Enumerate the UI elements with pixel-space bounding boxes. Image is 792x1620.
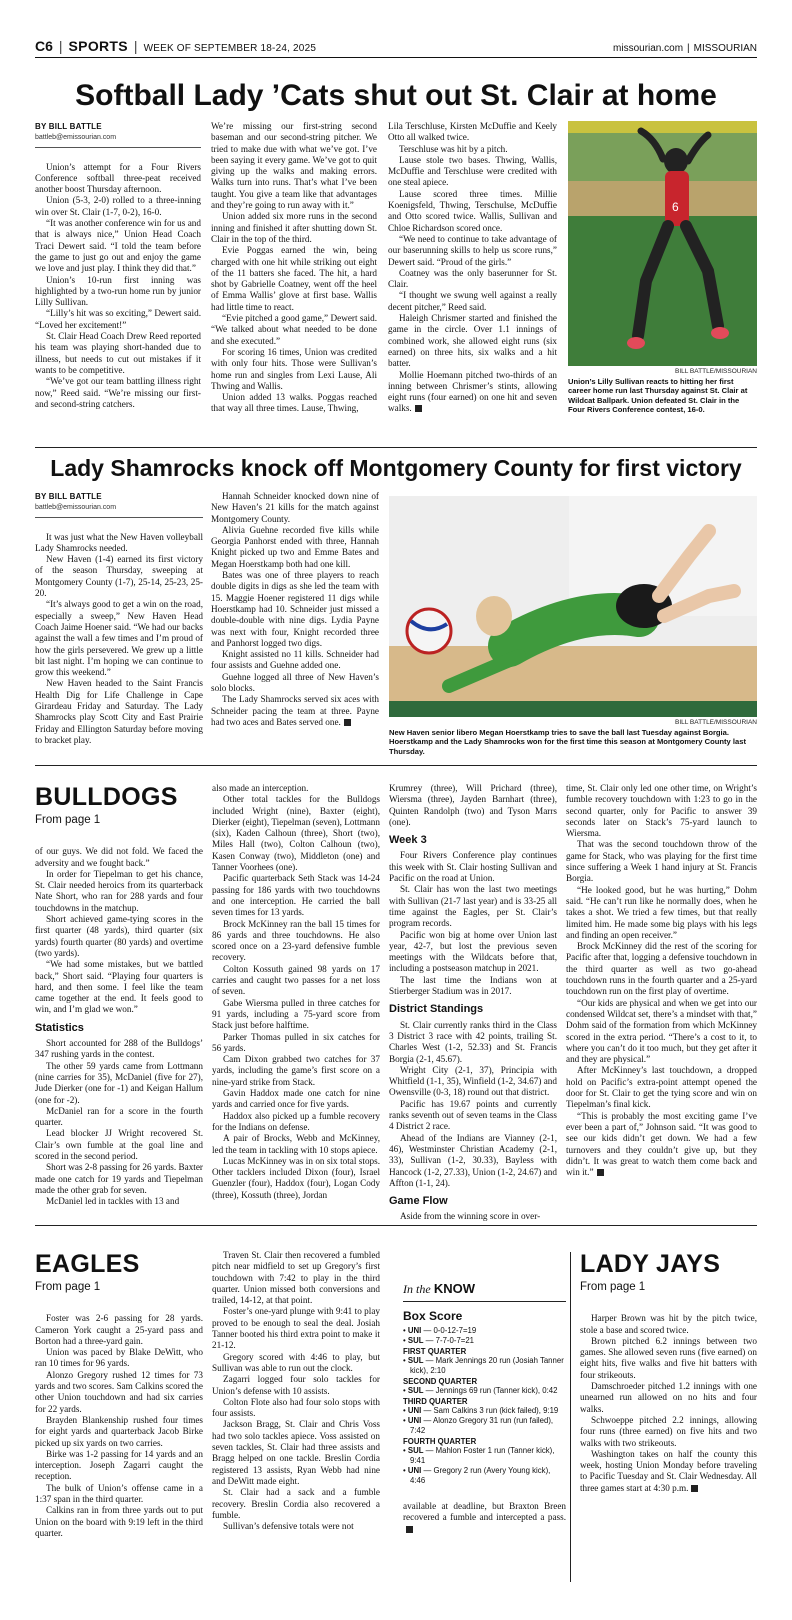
paragraph: Haddox also picked up a fumble recovery for the Indians on defense. [212,1110,380,1132]
bulldogs-title: BULLDOGS [35,783,178,811]
box-score-detail: — Jennings 69 run (Tanner kick), 0:42 [423,1386,558,1395]
paragraph: “Evie pitched a good game,” Dewert said. “We talked about what needed to be done and she executed.” [211,313,377,346]
softball-photo [568,121,757,366]
bulldogs-col4 [566,783,757,1221]
eagles-jump-from: From page 1 [35,1281,101,1293]
paragraph: Union’s 10-run first inning was highlighted by a two-run home run by junior Lilly Sullivan. [35,274,201,308]
paragraph: Hannah Schneider knocked down nine of New Haven’s 21 kills for the match against Montgomery County. [211,491,379,524]
paragraph: Haleigh Chrismer started and finished the game in the circle. Over 1.1 innings of combined work, she allowed eight runs (six earned) on three hits, six walks and a hit batter. [388,313,557,369]
paragraph: Guehne logged all three of New Haven’s solo blocks. [211,671,379,694]
paragraph: Foster was 2-6 passing for 28 yards. Cameron York caught a 25-yard pass and Borton had a three-yard gain. [35,1313,203,1346]
paragraph: We’re missing our first-string second baseman and our second-string pitcher. We tried to make due with what we’ve got. I’ve been saying it every game. We’ve got to quit giving up the walks and making errors. Walks turn into runs. That’s what I’ve been taught. You give a team like that advantages and they’re going to run away with it.” [211,121,377,211]
story1-byline: BY BILL BATTLE [35,122,102,131]
box-score-quarter: FIRST QUARTER [403,1347,467,1356]
section-divider [35,447,757,448]
paragraph: “We had some mistakes, but we battled back,” Short said. “Playing four quarters is hard, and then some. I feel like the team came together at the end. It feels good to win, and I’m glad we won.” [35,959,203,1015]
story1-col3 [388,121,557,444]
team-abbrev: UNI [407,1406,422,1415]
paragraph: Gregory scored with 4:46 to play, but Sullivan was able to run out the clock. [212,1351,380,1373]
box-score-detail: — 0-0-12-7=19 [421,1326,477,1335]
box-score-detail: — Mark Jennings 20 run (Josiah Tanner kick), 2:10 [410,1356,564,1375]
paragraph: St. Clair has won the last two meetings with Sullivan (21-7 last year) and is 33-25 all time against the Eagles, per St. Clair’s program records. [389,884,557,929]
paragraph: For scoring 16 times, Union was credited with only four hits. Those were Sullivan’s home run and singles from Lexi Lause, Ali Thwing and Wallis. [211,346,377,391]
team-abbrev: UNI [407,1326,422,1335]
paragraph: Short achieved game-tying scores in the first quarter (48 yards), third quarter (six yards) fourth quarter (80 yards) and overtime (two yards). [35,914,203,958]
box-score-line: • SUL — Jennings 69 run (Tanner kick), 0:42 [403,1386,558,1395]
bulldogs-jump-from: From page 1 [35,814,101,826]
paragraph: Union was paced by Blake DeWitt, who ran 10 times for 96 yards. [35,1347,203,1369]
softball-photo-caption: Union’s Lilly Sullivan reacts to hitting her first career home run last Thursday against St. Clair at Wildcat Ballpark. Union defeated St. Clair in the Four Rivers Conference contest, 16-0. [568,377,748,415]
subhead: Statistics [35,1021,84,1034]
know-in-the: In the [403,1282,431,1296]
box-score-title: Box Score [403,1309,463,1323]
volleyball-photo [389,496,757,717]
story1-col1 [35,121,201,444]
story2-email[interactable]: battleb@emissourian.com [35,504,117,512]
story1-email[interactable]: battleb@emissourian.com [35,134,117,142]
box-score-detail: — Alonzo Gregory 31 run (run failed), 7:42 [410,1416,554,1435]
paragraph: Birke was 1-2 passing for 14 yards and an interception. Joseph Zagarri caught the reception. [35,1448,203,1482]
box-score-detail: — Mahlon Foster 1 run (Tanner kick), 9:41 [410,1446,555,1465]
eagles-tail: available at deadline, but Braxton Breen recovered a fumble and intercepted a pass. [403,1501,566,1523]
team-abbrev: SUL [407,1446,424,1455]
paragraph: In order for Tiepelman to get his chance, St. Clair needed heroics from its quarterback Nate Short, who ran for 288 yards and four touchdowns in the matchup. [35,868,203,913]
paragraph: Washington takes on half the county this week, hosting Union Monday before traveling to Pacific Tuesday and St. Clair Wednesday. All three games start at 4:30 p.m. [580,1448,757,1493]
paragraph: Coatney was the only baserunner for St. Clair. [388,267,557,290]
page-number: C6 [35,38,53,54]
paragraph: Pacific has 19.67 points and currently ranks seventh out of seven teams in the Class 4 District 2 race. [389,1098,557,1132]
paragraph: After McKinney’s last touchdown, a dropped hold on Pacific’s extra-point attempt opened the door for St. Clair to get the tying score and win on Tiepelman’s final kick. [566,1065,757,1110]
eagles-title: EAGLES [35,1250,140,1278]
paragraph: Terschluse was hit by a pitch. [399,143,508,154]
paragraph: “I thought we swung well against a really decent pitcher,” Reed said. [388,290,557,312]
paragraph: Pacific quarterback Seth Stack was 14-24 passing for 186 yards with two touchdowns and one interception. He carried the ball seven times for 13 yards. [212,873,380,918]
page-header: C6 | SPORTS | WEEK OF SEPTEMBER 18-24, 2025 missourian.com | MISSOURIAN [35,36,757,58]
softball-photo-credit: BILL BATTLE/MISSOURIAN [675,368,757,375]
paragraph: St. Clair currently ranks third in the Class 3 District 3 race with 42 points, trailing St. Charles West (1-2, 52.33) and St. Francis Borgia (2-1, 45.67). [389,1019,557,1064]
paragraph: It was just what the New Haven volleyball Lady Shamrocks needed. [35,531,203,553]
paragraph: Other total tackles for the Bulldogs included Wright (nine), Baxter (eight), Dierker (eight), Tiepelman (seven), Lottmann (six), Kaden Calhoun (three), Short (two), Miles Hall (two), Colton Calhoun (two), Kasen Conway (two), Middleton (one) and Tanner Voorhees (one). [212,794,380,873]
box-score-line: • UNI — Gregory 2 run (Avery Young kick), 4:46 [403,1466,551,1485]
story1-col2 [211,121,377,444]
paragraph: Cam Dixon grabbed two catches for 37 yards, including the game’s first score on a nine-yard strike from Stack. [212,1054,380,1087]
paragraph: Lila Terschluse, Kirsten McDuffie and Keely Otto all walked twice. [388,121,557,143]
bulldogs-col1 [35,783,203,1221]
svg-text:6: 6 [672,200,679,214]
paragraph: Colton Flote also had four solo stops with four assists. [212,1396,380,1419]
paragraph: The bulk of Union’s offense came in a 1:37 span in the third quarter. [35,1482,203,1505]
paragraph: Lucas McKinney was in on six total stops. Other tacklers included Dixon (four), Israel Guenzler (four), Haddox (four), Logan Cody (three), Kossuth (three), Jordan [212,1155,380,1200]
box-score-quarter: FOURTH QUARTER [403,1437,477,1446]
paragraph: St. Clair Head Coach Drew Reed reported his team was playing short-handed due to illness, but needs to cut out mistakes if it wants to be competitive. [35,331,201,375]
paragraph: “It’s always good to get a win on the road, especially a sweep,” New Haven Head Coach Jaime Hoener said. “We had our backs against the wall a few times and I’m proud of how the girls persevered. We grew up a little bit last night. I’m hoping we can continue to grow this weekend.” [35,599,203,678]
paragraph: Lead blocker JJ Wright recovered St. Clair’s own fumble at the goal line and scored in the second period. [35,1128,203,1162]
box-score-detail: — 7-7-0-7=21 [423,1336,475,1345]
eagles-col1 [35,1250,203,1600]
story2-col1 [35,491,203,753]
box-score-quarter: THIRD QUARTER [403,1397,468,1406]
paragraph: McDaniel ran for a score in the fourth quarter. [35,1105,203,1128]
paragraph: Lause scored three times. Millie Koenigsfeld, Thwing, Terschulse, McDuffie and Otto scored twice. Wallis, Sullivan and Chloe Richardson scored once. [388,188,557,233]
eagles-col3 [403,1501,566,1541]
paragraph: Wright City (2-1, 37), Principia with Whitfield (1-1, 35), Winfield (1-2, 34.67) and Owensville (0-3, 18) round out that district. [389,1064,557,1098]
paragraph: Gavin Haddox made one catch for nine yards and carried once for five yards. [212,1088,380,1110]
paragraph: Schwoeppe pitched 2.2 innings, allowing four runs (three earned) on five hits and two walks with two strikeouts. [580,1414,757,1448]
story2-headline: Lady Shamrocks knock off Montgomery County for first victory [50,455,742,481]
end-mark [406,1526,413,1533]
paragraph: “Lilly’s hit was so exciting,” Dewert said. “Loved her excitement!” [35,308,201,330]
paragraph: of our guys. We did not fold. We faced the adversity and we fought back.” [35,846,203,868]
paragraph: Short was 2-8 passing for 26 yards. Baxter made one catch for 19 yards and Tiepelman made the other grab for seven. [35,1162,203,1195]
subhead: Game Flow [389,1195,448,1208]
paragraph: A pair of Brocks, Webb and McKinney, led the team in tackling with 10 stops apiece. [212,1133,380,1155]
team-abbrev: UNI [407,1466,422,1475]
paragraph: St. Clair had a sack and a fumble recovery. Breslin Cordia also recovered a fumble. [212,1487,380,1520]
paragraph: Pacific won big at home over Union last year, 42-7, but lost the previous seven meetings with the Wildcats before that, including a postseason matchup in 2021. [389,929,557,974]
story2-col2 [211,491,379,753]
paragraph: “This is probably the most exciting game I’ve ever been a part of,” Johnson said. “It was good to see our kids didn’t get down. We had a few turnovers and they couldn’t give up, but they didn’t. It was great to watch them come back and win it.” [566,1110,757,1178]
paragraph: The last time the Indians won at Stierberger Stadium was in 2017. [389,974,557,997]
paragraph: The Lady Shamrocks served six aces with Schneider pacing the team at three. Payne had two aces and Bates served one. [211,694,379,727]
box-score-line: • UNI — 0-0-12-7=19 [403,1326,477,1335]
paragraph: Brayden Blankenship rushed four times for eight yards and quarterback Jacob Birke picked up six yards on two carries. [35,1414,203,1448]
end-mark [597,1169,604,1176]
paragraph: Gabe Wiersma pulled in three catches for 91 yards, including a 75-yard score from Stack just before halftime. [212,997,380,1031]
team-abbrev: SUL [407,1336,424,1345]
issue-week: WEEK OF SEPTEMBER 18-24, 2025 [143,43,317,54]
paragraph: also made an interception. [212,783,309,793]
paragraph: Brock McKinney did the rest of the scoring for Pacific after that, logging a defensive touchdown in the third quarter as well as two go-ahead touchdown runs in the fourth quarter and a 25-yard touchdown run on the first play of overtime. [566,941,757,997]
paragraph: Short accounted for 288 of the Bulldogs’ 347 rushing yards in the contest. [35,1038,203,1060]
in-the-know-box [403,1281,566,1486]
box-score-line: • SUL — Mahlon Foster 1 run (Tanner kick), 9:41 [403,1446,555,1465]
volleyball-photo-credit: BILL BATTLE/MISSOURIAN [675,719,757,726]
column-divider [570,1252,571,1582]
paragraph: New Haven headed to the Saint Francis Health Dig for Life Challenge in Cape Girardeau Friday and Saturday. The Lady Shamrocks play Scott City and East Prairie Friday and Ellington Saturday before moving to bracket play. [35,678,203,745]
paragraph: Union (5-3, 2-0) rolled to a three-inning win over St. Clair (1-7, 0-2), 16-0. [35,195,201,217]
paragraph: Lause stole two bases. Thwing, Wallis, McDuffie and Terschluse were credited with one steal apiece. [388,154,557,188]
know-label: KNOW [433,1281,476,1296]
paragraph: Union added six more runs in the second inning and finished it after shutting down St. Clair in the top of the third. [211,211,377,244]
ladyjays-title: LADY JAYS [580,1250,721,1278]
end-mark [344,719,351,726]
box-score-line: • SUL — Mark Jennings 20 run (Josiah Tanner kick), 2:10 [403,1356,564,1375]
box-score-line: • UNI — Sam Calkins 3 run (kick failed), 9:19 [403,1406,559,1415]
ladyjays-jump-from: From page 1 [580,1281,646,1293]
box-score-line: • SUL — 7-7-0-7=21 [403,1336,475,1345]
paragraph: McDaniel led in tackles with 13 and [46,1196,180,1207]
site-link[interactable]: missourian.com [613,43,684,54]
bulldogs-col2 [212,783,380,1221]
paragraph: Harper Brown was hit by the pitch twice, stole a base and scored twice. [580,1313,757,1335]
ladyjays-col [580,1250,757,1600]
subhead: District Standings [389,1003,484,1016]
story2-byline: BY BILL BATTLE [35,492,102,501]
paragraph: Traven St. Clair then recovered a fumbled pitch near midfield to set up Gregory’s first touchdown with 7:42 to play in the third quarter. Union missed both conversions and trailed, 14-12, at that point. [212,1250,380,1306]
paragraph: “We need to continue to take advantage of our baserunning skills to help us score runs,” Dewert said. “Proud of the girls.” [388,233,557,267]
paragraph: The other 59 yards came from Lottmann (nine carries for 35), McDaniel (five for 27), Jude Dierker (one for -1) and Keigan Hallum (one for -2). [35,1060,203,1105]
section-name: SPORTS [68,38,128,54]
box-score-line: • UNI — Alonzo Gregory 31 run (run failed), 7:42 [403,1416,554,1435]
paragraph: “We’ve got our team battling illness right now,” Reed said. “We’re missing our first- and second-string catchers. [35,376,201,409]
paragraph: Evie Poggas earned the win, being charged with one hit while striking out eight of the 11 batters she faced. The hit, a hard shot by Gabrielle Coatney, went off the heel of Emma Wallis’ glove at first base. Wallis had little time to react. [211,245,377,312]
paper-name: MISSOURIAN [693,43,757,54]
end-mark [691,1485,698,1492]
paragraph: Aside from the winning score in over- [400,1211,541,1221]
paragraph: Colton Kossuth gained 98 yards on 17 carries and caught two passes for a net loss of seven. [212,963,380,997]
paragraph: Union added 13 walks. Poggas reached that way all three times. Lause, Thwing, [211,392,377,414]
paragraph: Bates was one of three players to reach double digits in digs as she led the team with 15. Maggie Hoener registered 11 digs while Hoerstkamp had 10. Schneider just missed a double-double with nine digs. Lydia Payne was next with four, Knight recorded three and Panhorst logged two digs. [211,570,379,648]
paragraph: Krumrey (three), Will Prichard (three), Wiersma (three), Jayden Barnhart (three), Quinten Randolph (two) and Tyson Marrs (one). [389,783,557,827]
box-score-detail: — Gregory 2 run (Avery Young kick), 4:46 [410,1466,551,1485]
paragraph: “It was another conference win for us and that is always nice,” Union Head Coach Traci Dewert said. “I told the team before the game to just go out and enjoy the game we love and just play. I think they did that.” [35,218,201,274]
section-divider [35,765,757,766]
paragraph: “Our kids are physical and when we get into our condensed Wildcat set, there’s a mindset with that,” Dohm said of the formation from which McKinney scored in the extra period. “There’s a cost to it, to where you can’t do it too much, but they get after it and they are physical.” [566,997,757,1065]
paragraph: Alivia Guehne recorded five kills while Georgia Panhorst ended with three, Hannah Knight picked up two and Emme Bates and Megan Hoerstkamp both had one kill. [211,524,379,569]
volleyball-photo-caption: New Haven senior libero Megan Hoerstkamp tries to save the ball last Tuesday against Borgia. Hoerstkamp and the Lady Shamrocks won for the first time this season at Montgomery County last Thursday. [389,728,746,756]
paragraph: Zagarri logged four solo tackles for Union’s defense with 10 assists. [212,1374,380,1396]
paragraph: Alonzo Gregory rushed 12 times for 73 yards and two scores. Sam Calkins scored the other Union touchdown and had six carries for 22 yards. [35,1369,203,1414]
paragraph: Ahead of the Indians are Vianney (2-1, 46), Westminster Christian Academy (2-1, 33), Sullivan (1-2, 30.33), Bayless with Hancock (1-2, 27.33), Union (1-2, 24.67) and Affton (1-1, 24). [389,1132,557,1188]
paragraph: Damschroeder pitched 1.2 innings with one unearned run allowed on no hits and four walks. [580,1381,757,1414]
eagles-col2 [212,1250,380,1600]
section-divider [35,1225,757,1226]
box-score-quarter: SECOND QUARTER [403,1377,478,1386]
paragraph: Calkins ran in from three yards out to put Union on the board with 9:19 left in the third quarter. [35,1505,203,1538]
paragraph: Union’s attempt for a Four Rivers Conference softball three-peat received another boost Thursday afternoon. [35,161,201,195]
box-score-detail: — Sam Calkins 3 run (kick failed), 9:19 [421,1406,559,1415]
paragraph: Brown pitched 6.2 innings between two games. She allowed seven runs (five earned) on eight hits, five walks and five hit batters with four strikeouts. [580,1335,757,1380]
paragraph: Brock McKinney ran the ball 15 times for 86 yards and three touchdowns. He also scored once on a 23-yard defensive fumble recovery. [212,918,380,963]
paragraph: Sullivan’s defensive totals were not [223,1521,354,1532]
team-abbrev: SUL [407,1356,424,1365]
paragraph: That was the second touchdown throw of the game for Stack, who was playing for the first time since suffering a Week 1 hand injury at St. Francis Borgia. [566,839,757,884]
paragraph: Knight assisted no 11 kills. Schneider had four assists and Guehne added one. [211,649,379,671]
paragraph: Parker Thomas pulled in six catches for 56 yards. [212,1031,380,1053]
team-abbrev: SUL [407,1386,424,1395]
paragraph: time, St. Clair only led one other time, on Wright’s fumble recovery touchdown with 1:23 to go in the second quarter, only for Pacific to answer 39 seconds later on Stack’s 75-yard launch to Wiersma. [566,783,757,839]
subhead: Week 3 [389,834,427,847]
paragraph: New Haven (1-4) earned its first victory of the season Thursday, sweeping at Montgomery County (1-7), 25-14, 25-23, 25-20. [35,554,203,599]
paragraph: Foster’s one-yard plunge with 9:41 to play proved to be enough to seal the deal. Josiah Tanner booted his third extra point to make it 21-12. [212,1306,380,1351]
bulldogs-col3 [389,783,557,1221]
story1-headline: Softball Lady ’Cats shut out St. Clair at home [75,79,717,112]
paragraph: Mollie Hoemann pitched two-thirds of an inning between Chrismer’s stints, allowing eight runs (four earned) on one hit and seven walks. [388,369,557,414]
team-abbrev: UNI [407,1416,422,1425]
paragraph: “He looked good, but he was hurting,” Dohm said. “He can’t run like he normally does, when he takes a shot. We tried a few times, but that really limited him. He made some big plays with his legs and finding an open receiver.” [566,884,757,940]
paragraph: Jackson Bragg, St. Clair and Chris Voss had two solo tackles apiece. Voss assisted on seven tackles, St. Clair had three assists and Bragg helped on one tackle. Breslin Cordia registered 13 assists, Ryan Webb had nine and DeWitt made eight. [212,1419,380,1486]
end-mark [415,405,422,412]
paragraph: Four Rivers Conference play continues this week with St. Clair hosting Sullivan and Pacific on the road at Union. [389,850,557,884]
